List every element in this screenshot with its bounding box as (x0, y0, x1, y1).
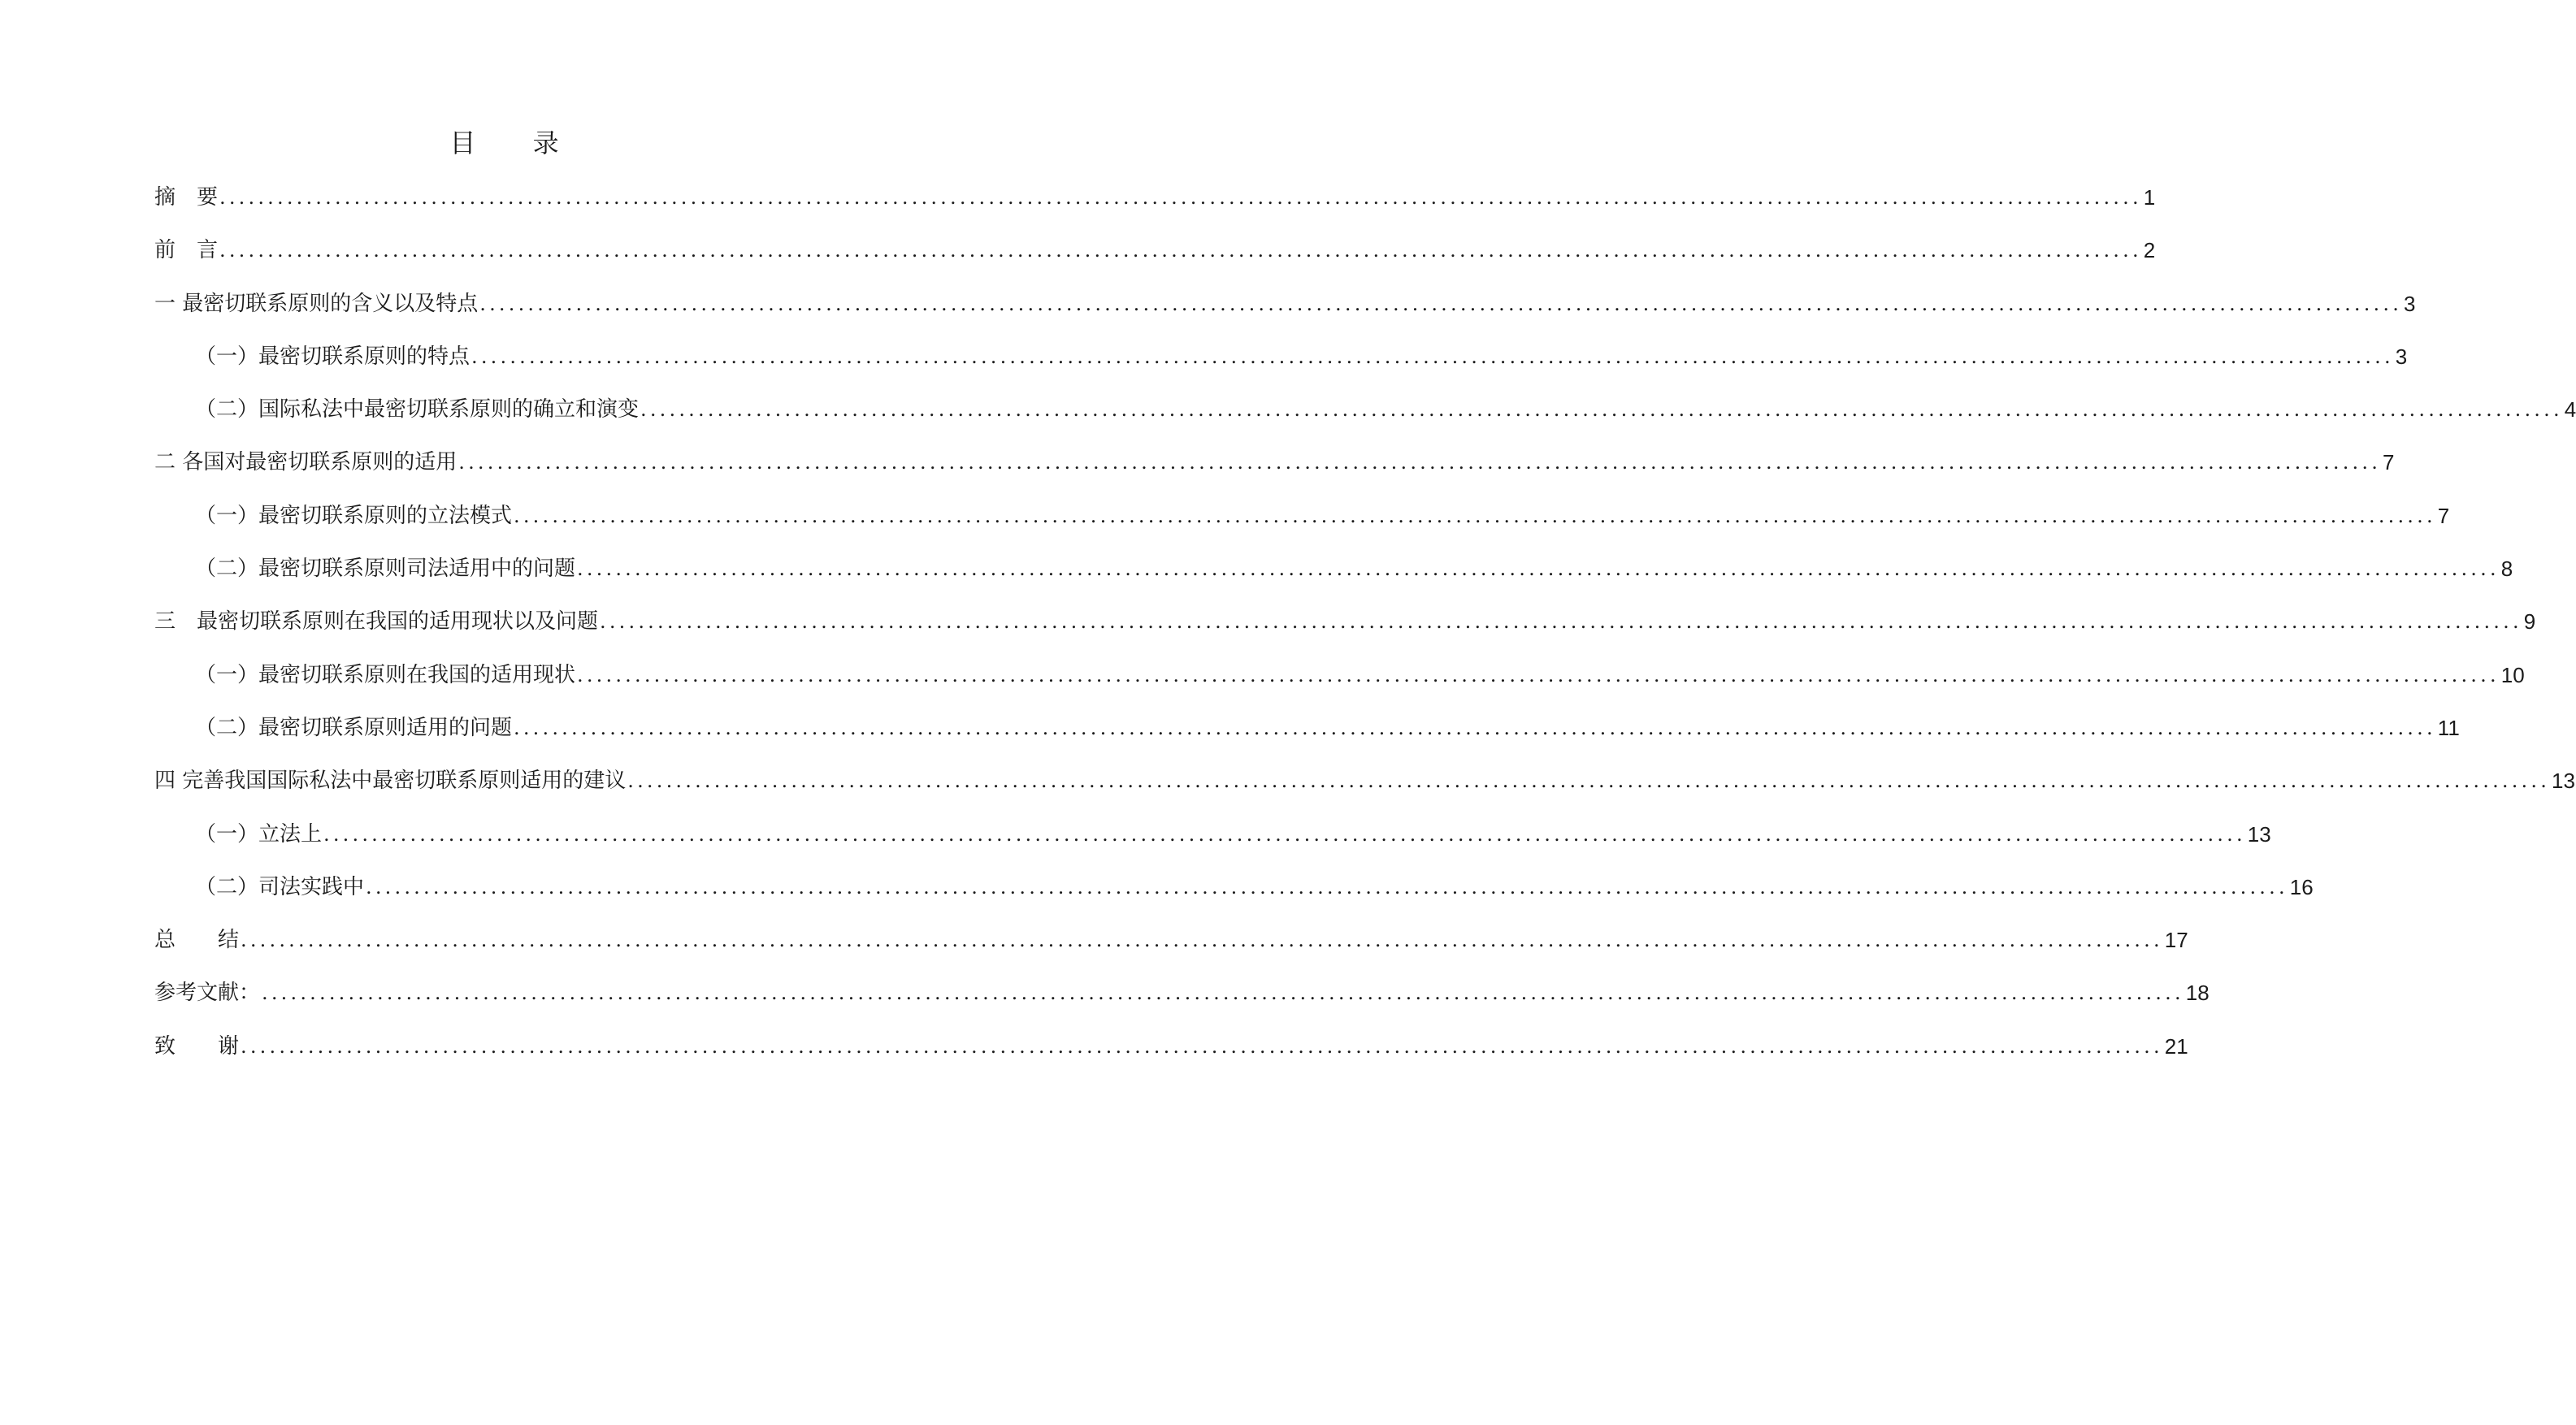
toc-page-number: 13 (2552, 769, 2575, 794)
toc-entry (154, 821, 2271, 875)
toc-entry (154, 609, 2536, 662)
toc-entry (154, 715, 2460, 769)
toc-entry (154, 344, 2408, 397)
dot-leader: ........................................................................................................................................................................................................ (262, 981, 2184, 1005)
toc-entry-label: （一）最密切联系原则在我国的适用现状 (195, 662, 576, 687)
dot-leader: ........................................................................................................................................................................................................ (577, 557, 2500, 581)
toc-page-number: 13 (2247, 821, 2271, 847)
toc-page-number: 9 (2523, 609, 2536, 635)
toc-entry-label: 前 言 (154, 238, 219, 263)
dot-leader: ........................................................................................................................................................................................................ (366, 875, 2288, 899)
toc-entry (154, 503, 2450, 557)
toc-entry-label: （二）最密切联系原则适用的问题 (195, 715, 513, 740)
toc-entry (154, 397, 2576, 450)
toc-page-number: 3 (2395, 344, 2408, 369)
toc-title: 目 录 (449, 128, 583, 158)
dot-leader: ........................................................................................................................................................................................................ (600, 610, 2522, 634)
dot-leader: ........................................................................................................................................................................................................ (514, 504, 2436, 527)
toc-entry-label: （一）最密切联系原则的特点 (195, 344, 471, 369)
toc-entry-label: （一）最密切联系原则的立法模式 (195, 503, 513, 528)
toc-page-number: 11 (2437, 715, 2460, 740)
toc-entry (154, 450, 2395, 503)
toc-entry-label: （二）司法实践中 (195, 874, 365, 899)
dot-leader: ........................................................................................................................................................................................................ (577, 663, 2500, 687)
toc-entry-label: （二）最密切联系原则司法适用中的问题 (195, 557, 576, 582)
dot-leader: ........................................................................................................................................................................................................ (514, 716, 2436, 739)
toc-entry (154, 981, 2210, 1033)
toc-page-number: 4 (2564, 397, 2576, 422)
toc-entry (154, 769, 2575, 821)
toc-entry (154, 874, 2314, 928)
toc-entry (154, 557, 2513, 609)
dot-leader: ........................................................................................................................................................................................................ (323, 822, 2246, 846)
toc-page-number: 3 (2404, 291, 2416, 316)
dot-leader: ........................................................................................................................................................................................................ (458, 451, 2382, 474)
toc-page-number: 18 (2185, 981, 2210, 1006)
dot-leader: ........................................................................................................................................................................................................ (640, 398, 2563, 422)
toc-entry-label: 参考文献： (154, 981, 261, 1006)
toc-entry-label: 摘 要 (154, 185, 219, 210)
toc-page-number: 7 (2437, 503, 2450, 528)
toc-page-number: 16 (2289, 874, 2314, 899)
dot-leader: ........................................................................................................................................................................................................ (479, 292, 2403, 315)
toc-page-number: 17 (2164, 928, 2188, 953)
toc-page-number: 2 (2143, 238, 2156, 263)
toc-entry (154, 1033, 2188, 1087)
toc-entry-label: 一 最密切联系原则的含义以及特点 (154, 291, 479, 316)
toc-page-number: 8 (2500, 557, 2513, 582)
dot-leader: ........................................................................................................................................................................................................ (219, 186, 2142, 209)
toc-entry (154, 238, 2156, 291)
toc-entry-label: （二）国际私法中最密切联系原则的确立和演变 (195, 397, 640, 422)
dot-leader: ........................................................................................................................................................................................................ (219, 239, 2142, 262)
dot-leader: ........................................................................................................................................................................................................ (241, 929, 2163, 952)
toc-entry-label: 二 各国对最密切联系原则的适用 (154, 450, 458, 475)
toc-entry (154, 185, 2156, 238)
toc-entry-label: 三 最密切联系原则在我国的适用现状以及问题 (154, 609, 599, 635)
dot-leader: ........................................................................................................................................................................................................ (241, 1034, 2163, 1058)
toc-entry-label: 四 完善我国国际私法中最密切联系原则适用的建议 (154, 769, 627, 794)
toc-entry-label: 总 结 (154, 928, 240, 953)
toc-page-number: 10 (2500, 662, 2525, 687)
toc-entry (154, 928, 2188, 981)
toc-page-number: 1 (2143, 185, 2156, 210)
dot-leader: ........................................................................................................................................................................................................ (471, 344, 2394, 368)
toc-entry-label: （一）立法上 (195, 821, 323, 847)
toc-page-number: 21 (2164, 1033, 2188, 1059)
toc-page-number: 7 (2383, 450, 2395, 475)
toc-entry (154, 291, 2416, 344)
toc-entry (154, 662, 2525, 716)
dot-leader: ........................................................................................................................................................................................................ (627, 769, 2551, 793)
toc-list (154, 185, 2576, 1087)
toc-entry-label: 致 谢 (154, 1033, 240, 1059)
